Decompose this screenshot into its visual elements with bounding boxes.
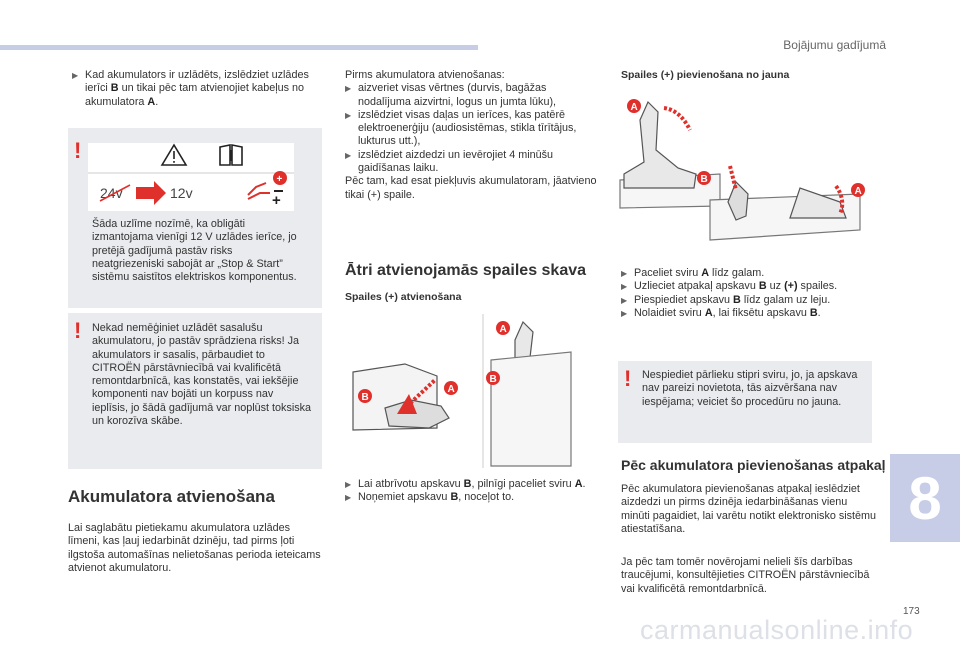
bullet-marker: ▶	[72, 71, 79, 80]
svg-text:A: A	[499, 324, 507, 335]
paragraph-disconnect: Lai saglabātu pietiekamu akumulatora uzlādes līmeni, kas ļauj iedarbināt dzinēju, tad pirms ļoti ilgstoša automašīnas nelietošanas perioda ieteicams atvienot akumulatoru.	[68, 522, 321, 574]
label-12v: 12v	[170, 185, 193, 201]
warning1-text: Šāda uzlīme nozīmē, ka obligāti izmantojama vienīgi 12 V uzlādes ierīce, jo pretējā gadījumā pastāv risks neatgriezeniski sabojāt ar „Stop & Start” sistēmu saistītos elektriskos komponentus.	[92, 218, 297, 284]
svg-text:B: B	[700, 174, 708, 185]
header-bar	[0, 45, 478, 50]
watermark: carmanualsonline.info	[640, 615, 914, 645]
subheading-remove: Spailes (+) atvienošana	[345, 291, 462, 303]
label-24v: 24v	[100, 185, 123, 201]
warning-exclamation-icon: !	[74, 318, 82, 343]
warning2-text: Nekad nemēģiniet uzlādēt sasalušu akumulatoru, jo pastāv sprādziena risks! Ja akumulators ir sasalis, pārbaudiet to CITROËN pārstāvniecībā vai kvalificētā remontdarbnīcā, kas konstatēs, vai iekšējie komponenti nav bojāti un korpuss nav ieplīsis, jo šādā gadījumā var noplūst toksiska un korozīva skābe.	[92, 322, 312, 428]
heading-after-reconnect: Pēc akumulatora pievienošanas atpakaļ	[621, 457, 886, 473]
svg-text:B: B	[361, 392, 369, 403]
col2-after: Pēc tam, kad esat piekļuvis akumulatoram, jāatvieno tikai (+) spaile.	[345, 175, 597, 201]
svg-text:A: A	[447, 384, 455, 395]
list-item: ▶ Uzlieciet atpakaļ apskavu B uz (+) spailes.	[621, 280, 838, 293]
chapter-tab: 8	[890, 454, 960, 542]
paragraph-after-1: Pēc akumulatora pievienošanas atpakaļ ieslēdziet aizdedzi un pirms dzinēja iedarbināšanas vienu minūti pagaidiet, lai varētu notikt elektronisko sistēmu atiestatīšana.	[621, 483, 877, 535]
warning-exclamation-icon: !	[624, 366, 632, 391]
clamp-removal-illustration	[345, 310, 573, 470]
list-item: ▶ izslēdziet visas daļas un ierīces, kas patērē elektroenerģiju (audiosistēmas, stikla tīrītājus, lukturus utt.),	[345, 108, 577, 148]
col2-intro: Pirms akumulatora atvienošanas:	[345, 69, 505, 81]
heading-quick-clamp: Ātri atvienojamās spailes skava	[345, 262, 587, 279]
col3-steps	[621, 267, 879, 320]
intro-bullet: ▶ Kad akumulators ir uzlādēts, izslēdziet uzlādes ierīci B un tikai pēc tam atvienojiet kabeļus no akumulatora A.	[72, 69, 309, 108]
page-number: 173	[903, 606, 920, 617]
subheading-reconnect: Spailes (+) pievienošana no jauna	[621, 69, 790, 81]
clamp-reconnect-illustration	[600, 90, 870, 250]
heading-disconnect: Akumulatora atvienošana	[68, 487, 275, 506]
col2-intro-block	[345, 69, 600, 202]
svg-text:+: +	[272, 192, 281, 209]
svg-text:+: +	[276, 174, 283, 185]
list-item: ▶ Piespiediet apskavu B līdz galam uz leju.	[621, 293, 831, 306]
section-title: Bojājumu gadījumā	[783, 38, 886, 52]
warning-exclamation-icon: !	[74, 138, 82, 163]
list-item: ▶ Noņemiet apskavu B, noceļot to.	[345, 491, 515, 504]
charger-label-graphic	[88, 143, 294, 211]
list-item: ▶ Paceliet sviru A līdz galam.	[621, 267, 765, 279]
list-item: ▶ Lai atbrīvotu apskavu B, pilnīgi paceliet sviru A.	[345, 478, 586, 490]
svg-text:A: A	[854, 186, 862, 197]
list-item: ▶ Nolaidiet sviru A, lai fiksētu apskavu B.	[621, 306, 821, 319]
list-item: ▶ izslēdziet aizdedzi un ievērojiet 4 minūšu gaidīšanas laiku.	[345, 148, 554, 175]
svg-text:A: A	[630, 102, 638, 113]
paragraph-after-2: Ja pēc tam tomēr novērojami nelieli šīs darbības traucējumi, konsultējieties CITROËN pārstāvniecībā vai kvalificētā remontdarbnīcā.	[621, 556, 870, 595]
col2-steps	[345, 478, 590, 505]
svg-text:B: B	[489, 374, 497, 385]
list-item: ▶ aizveriet visas vērtnes (durvis, bagāžas nodalījuma aizvirtni, logus un jumta lūku),	[345, 82, 557, 108]
warning3-text: Nespiediet pārlieku stipri sviru, jo, ja apskava nav pareizi novietota, tās aizvēršana nav iespējama; veiciet šo procedūru no jauna.	[642, 369, 858, 408]
